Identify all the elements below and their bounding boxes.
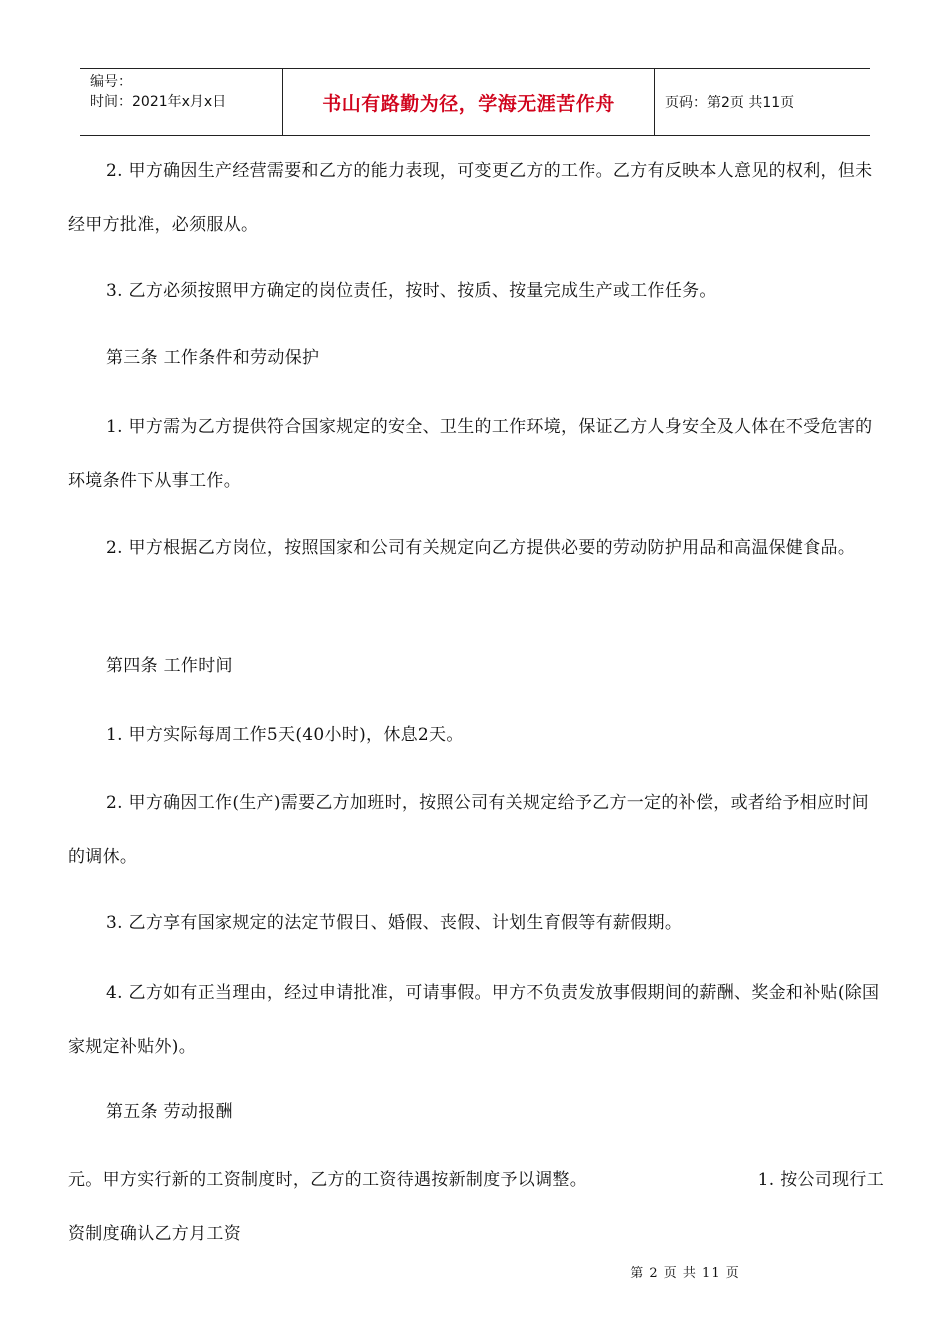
header-page-info: 页码：第2页 共11页 — [665, 95, 795, 111]
date-label: 时间：2021年x月x日 — [90, 94, 227, 110]
header-motto: 书山有路勤为径，学海无涯苦作舟 — [283, 69, 655, 135]
page-footer: 第 2 页 共 11 页 — [630, 1266, 740, 1281]
salary-text: 元。甲方实行新的工资制度时，乙方的工资待遇按新制度予以调整。 — [68, 1170, 587, 1190]
section-heading: 第四条 工作时间 — [106, 656, 233, 676]
salary-paragraph — [68, 1153, 884, 1261]
clause-paragraph: 1. 甲方需为乙方提供符合国家规定的安全、卫生的工作环境，保证乙方人身安全及人体在不受危害的环境条件下从事工作。 — [68, 417, 873, 491]
number-label: 编号： — [90, 74, 132, 90]
clause-paragraph: 2. 甲方确因生产经营需要和乙方的能力表现，可变更乙方的工作。乙方有反映本人意见的权利，但未经甲方批准，必须服从。 — [68, 161, 873, 235]
section-heading: 第五条 劳动报酬 — [106, 1102, 233, 1122]
salary-line-2: 资制度确认乙方月工资 — [68, 1224, 241, 1244]
clause-paragraph: 2. 甲方根据乙方岗位，按照国家和公司有关规定向乙方提供必要的劳动防护用品和高温保健食品。 — [106, 538, 856, 558]
salary-item: 1. 按公司现行工 — [757, 1170, 884, 1190]
clause-paragraph: 2. 甲方确因工作(生产)需要乙方加班时，按照公司有关规定给予乙方一定的补偿，或者给予相应时间的调休。 — [68, 793, 869, 867]
document-header — [80, 68, 870, 136]
section-heading: 第三条 工作条件和劳动保护 — [106, 348, 320, 368]
clause-paragraph: 3. 乙方享有国家规定的法定节假日、婚假、丧假、计划生育假等有薪假期。 — [106, 913, 683, 933]
clause-paragraph: 4. 乙方如有正当理由，经过申请批准，可请事假。甲方不负责发放事假期间的薪酬、奖金和补贴(除国家规定补贴外)。 — [68, 983, 880, 1057]
salary-line-1 — [68, 1153, 884, 1207]
header-meta — [80, 69, 283, 135]
clause-paragraph: 1. 甲方实际每周工作5天(40小时)，休息2天。 — [106, 725, 464, 745]
clause-paragraph: 3. 乙方必须按照甲方确定的岗位责任，按时、按质、按量完成生产或工作任务。 — [106, 281, 717, 301]
